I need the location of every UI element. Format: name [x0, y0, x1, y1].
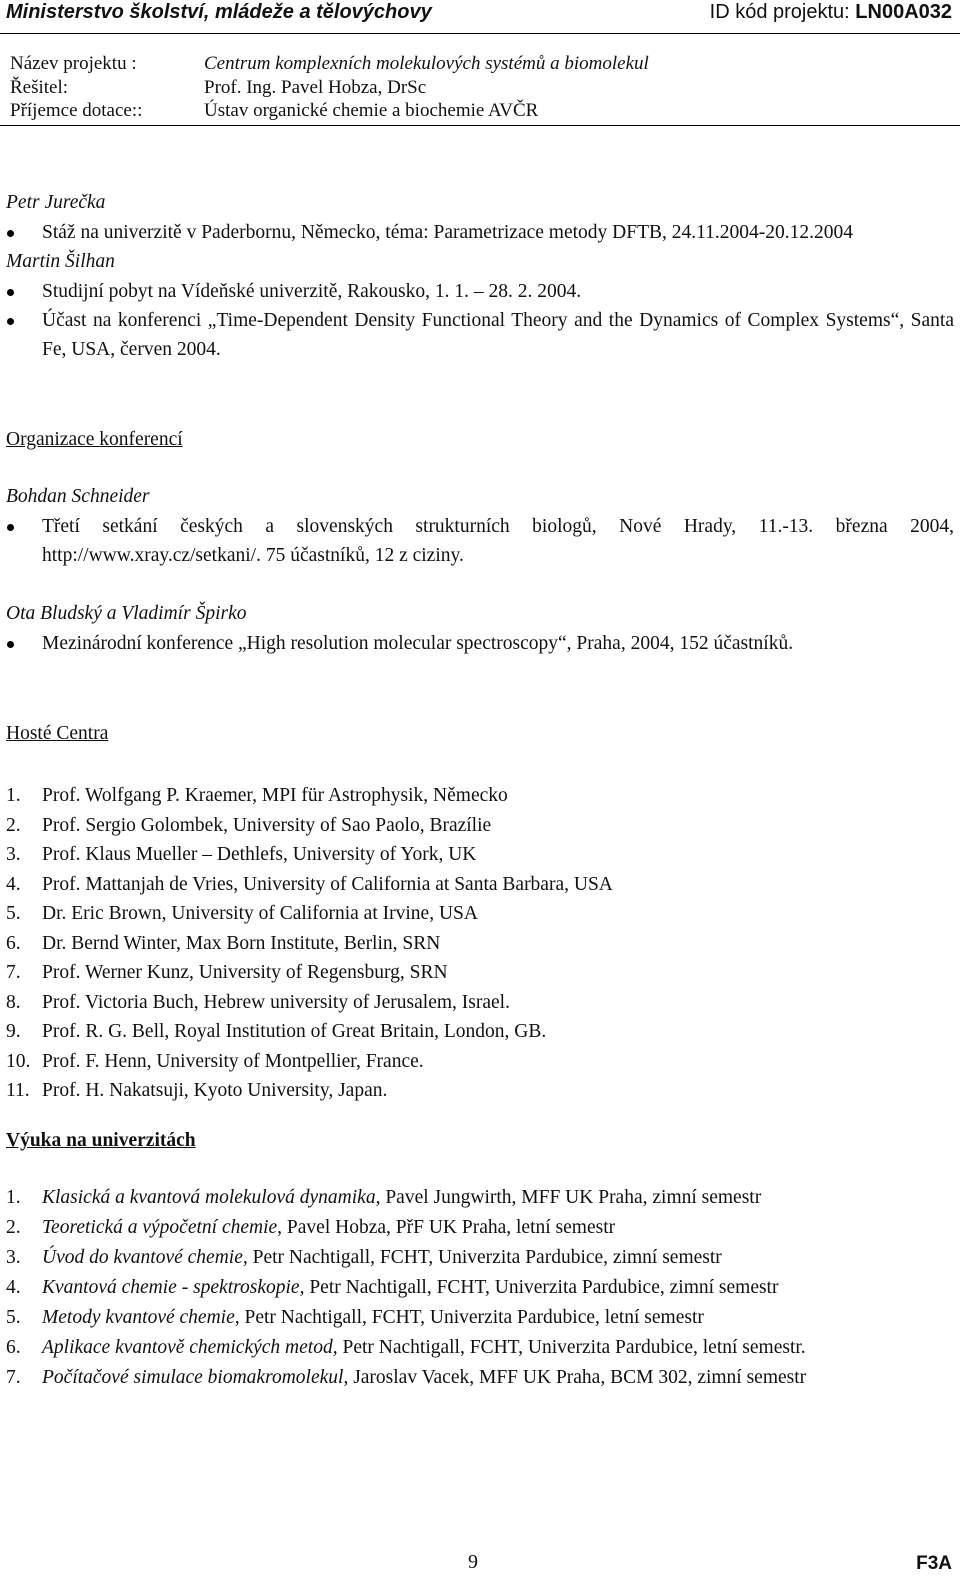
course-details: Petr Nachtigall, FCHT, Univerzita Pardubice, letní semestr	[239, 1307, 704, 1328]
course-title: Klasická a kvantová molekulová dynamika,	[42, 1187, 381, 1208]
teaching-list	[6, 1183, 946, 1393]
section-heading-guests: Hosté Centra	[6, 723, 109, 744]
list-number: 6.	[6, 932, 21, 954]
meta-value: Ústav organické chemie a biochemie AVČR	[204, 100, 539, 121]
course-title: Teoretická a výpočetní chemie	[42, 1217, 278, 1238]
list-number: 4.	[6, 873, 21, 895]
guests-list	[6, 781, 946, 1106]
list-number: 5.	[6, 1307, 21, 1328]
list-item	[6, 1333, 946, 1363]
project-id-code: LN00A032	[855, 1, 952, 23]
section-heading-teaching: Výuka na univerzitách	[6, 1130, 196, 1151]
guest-text: Prof. Mattanjah de Vries, University of California at Santa Barbara, USA	[42, 873, 613, 895]
course-details: , Jaroslav Vacek, MFF UK Praha, BCM 302, zimní semestr	[343, 1367, 807, 1388]
conferences-section-2	[6, 599, 954, 658]
list-item	[6, 958, 946, 988]
list-number: 9.	[6, 1021, 21, 1042]
list-number: 7.	[6, 1367, 21, 1388]
person-name: Ota Bludský a Vladimír Špirko	[6, 603, 247, 624]
meta-label: Řešitel:	[10, 77, 69, 98]
stays-section	[6, 188, 954, 364]
meta-value: Prof. Ing. Pavel Hobza, DrSc	[204, 77, 427, 98]
guest-text: Prof. R. G. Bell, Royal Institution of Great Britain, London, GB.	[42, 1021, 547, 1042]
list-number: 3.	[6, 1247, 21, 1268]
course-details: Petr Nachtigall, FCHT, Univerzita Pardubice, letní semestr.	[337, 1337, 806, 1358]
guest-text: Prof. H. Nakatsuji, Kyoto University, Japan.	[42, 1080, 388, 1101]
course-title: Metody kvantové chemie,	[42, 1307, 240, 1328]
list-number: 5.	[6, 903, 21, 924]
guest-text: Dr. Eric Brown, University of California at Irvine, USA	[42, 903, 478, 924]
project-id	[710, 1, 952, 24]
header-divider	[0, 33, 960, 34]
guest-text: Prof. Klaus Mueller – Dethlefs, University of York, UK	[42, 844, 477, 865]
list-item: Stáž na univerzitě v Paderbornu, Německo, téma: Parametrizace metody DFTB, 24.11.2004-20.12.2004	[6, 218, 954, 247]
course-details: , Pavel Hobza, PřF UK Praha, letní semestr	[277, 1217, 616, 1238]
course-details: Petr Nachtigall, FCHT, Univerzita Pardubice, zimní semestr	[304, 1277, 779, 1298]
list-number: 10.	[6, 1050, 31, 1072]
list-item	[6, 1243, 946, 1273]
list-item	[6, 1017, 946, 1047]
list-number: 4.	[6, 1277, 21, 1298]
list-number: 7.	[6, 962, 21, 983]
list-number: 1.	[6, 1187, 21, 1208]
list-item	[6, 1363, 946, 1393]
list-number: 6.	[6, 1337, 21, 1358]
list-item	[6, 870, 946, 900]
list-number: 1.	[6, 785, 21, 806]
list-item	[6, 1273, 946, 1303]
list-item	[6, 1076, 946, 1106]
meta-label: Název projektu :	[10, 53, 137, 74]
list-item	[6, 1183, 946, 1213]
list-number: 2.	[6, 814, 21, 836]
ministry-title: Ministerstvo školství, mládeže a tělovýchovy	[6, 1, 432, 23]
meta-value: Centrum komplexních molekulových systémů a biomolekul	[204, 53, 649, 74]
course-title: Úvod do kvantové chemie,	[42, 1247, 248, 1268]
course-title: Kvantová chemie - spektroskopie,	[42, 1277, 305, 1298]
meta-divider	[0, 125, 960, 126]
list-number: 8.	[6, 991, 21, 1013]
guest-text: Dr. Bernd Winter, Max Born Institute, Berlin, SRN	[42, 932, 441, 954]
guest-text: Prof. Victoria Buch, Hebrew university of Jerusalem, Israel.	[42, 991, 510, 1013]
guest-text: Prof. Sergio Golombek, University of Sao Paolo, Brazílie	[42, 814, 492, 836]
list-item	[6, 899, 946, 929]
meta-label: Příjemce dotace::	[10, 100, 143, 121]
list-item: Třetí setkání českých a slovenských strukturních biologů, Nové Hrady, 11.-13. března 2004, http://www.xray.cz/setkani/. 75 účastníků, 12 z ciziny.	[6, 512, 954, 570]
guest-text: Prof. F. Henn, University of Montpellier, France.	[42, 1050, 424, 1072]
list-item	[6, 781, 946, 811]
list-number: 2.	[6, 1217, 21, 1238]
project-id-label: ID kód projektu:	[709, 1, 850, 23]
list-item	[6, 1303, 946, 1333]
person-name: Petr Jurečka	[6, 192, 106, 213]
list-item	[6, 929, 946, 959]
page-number: 9	[468, 1551, 478, 1573]
list-item: Účast na konferenci „Time-Dependent Density Functional Theory and the Dynamics of Complex Systems“, Santa Fe, USA, červen 2004.	[6, 306, 954, 364]
guest-text: Prof. Wolfgang P. Kraemer, MPI für Astrophysik, Německo	[42, 785, 508, 806]
form-code: F3A	[916, 1553, 952, 1574]
course-details: Petr Nachtigall, FCHT, Univerzita Pardubice, zimní semestr	[247, 1247, 722, 1268]
list-item	[6, 988, 946, 1018]
list-number: 3.	[6, 844, 21, 865]
course-details: Pavel Jungwirth, MFF UK Praha, zimní semestr	[380, 1187, 762, 1208]
list-item	[6, 1213, 946, 1243]
section-heading-conferences: Organizace konferencí	[6, 429, 183, 450]
list-item: Mezinárodní konference „High resolution molecular spectroscopy“, Praha, 2004, 152 účastníků.	[6, 629, 954, 658]
person-name: Bohdan Schneider	[6, 486, 150, 507]
course-title: Počítačové simulace biomakromolekul	[42, 1367, 344, 1388]
list-number: 11.	[6, 1080, 30, 1101]
person-name: Martin Šilhan	[6, 251, 115, 272]
list-item	[6, 840, 946, 870]
course-title: Aplikace kvantově chemických metod,	[42, 1337, 338, 1358]
conferences-section-1	[6, 482, 954, 570]
list-item: Studijní pobyt na Vídeňské univerzitě, Rakousko, 1. 1. – 28. 2. 2004.	[6, 277, 954, 306]
list-item	[6, 1047, 946, 1077]
guest-text: Prof. Werner Kunz, University of Regensburg, SRN	[42, 962, 448, 983]
list-item	[6, 811, 946, 841]
